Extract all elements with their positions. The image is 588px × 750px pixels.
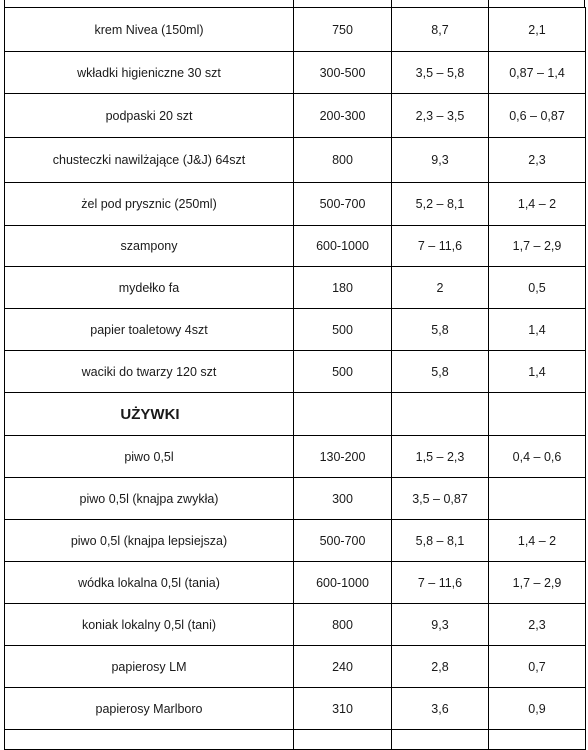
table-row (5, 52, 586, 94)
item-name-cell: piwo 0,5l (knajpa zwykła) (5, 478, 294, 520)
price-eur-cell (489, 478, 586, 520)
item-name-cell: szampony (5, 226, 294, 267)
price-pln-cell: 2 (392, 267, 489, 309)
table-row (5, 520, 586, 562)
price-local-cell: 800 (294, 138, 392, 183)
item-name-cell: papier toaletowy 4szt (5, 309, 294, 351)
price-pln-cell: 7 – 11,6 (392, 562, 489, 604)
price-eur-cell: 0,4 – 0,6 (489, 436, 586, 478)
empty-cell (392, 730, 489, 750)
table-row (5, 562, 586, 604)
price-local-cell: 500-700 (294, 520, 392, 562)
price-eur-cell: 0,6 – 0,87 (489, 94, 586, 138)
price-pln-cell: 2,3 – 3,5 (392, 94, 489, 138)
price-pln-cell: 3,6 (392, 688, 489, 730)
price-pln-cell: 5,8 (392, 309, 489, 351)
table-row (5, 436, 586, 478)
table-row (5, 688, 586, 730)
table-row (5, 94, 586, 138)
price-table-body (5, 8, 586, 750)
price-eur-cell: 1,7 – 2,9 (489, 562, 586, 604)
item-name-cell: papierosy Marlboro (5, 688, 294, 730)
price-pln-cell: 5,8 (392, 351, 489, 393)
price-table (4, 7, 586, 750)
column-divider (584, 0, 585, 7)
price-local-cell: 500 (294, 309, 392, 351)
empty-cell (392, 393, 489, 436)
price-eur-cell: 2,3 (489, 138, 586, 183)
price-eur-cell: 1,4 (489, 309, 586, 351)
price-local-cell: 500 (294, 351, 392, 393)
price-eur-cell: 2,1 (489, 8, 586, 52)
price-pln-cell: 7 – 11,6 (392, 226, 489, 267)
item-name-cell: papierosy LM (5, 646, 294, 688)
price-eur-cell: 1,4 – 2 (489, 520, 586, 562)
empty-cell (489, 393, 586, 436)
price-pln-cell: 5,8 – 8,1 (392, 520, 489, 562)
item-name-cell: piwo 0,5l (knajpa lepsiejsza) (5, 520, 294, 562)
price-pln-cell: 2,8 (392, 646, 489, 688)
empty-cell (489, 730, 586, 750)
item-name-cell: waciki do twarzy 120 szt (5, 351, 294, 393)
price-eur-cell: 1,4 (489, 351, 586, 393)
section-header-row (5, 393, 586, 436)
table-row (5, 309, 586, 351)
table-row (5, 604, 586, 646)
item-name-cell: mydełko fa (5, 267, 294, 309)
price-local-cell: 600-1000 (294, 562, 392, 604)
empty-cell (294, 730, 392, 750)
table-row (5, 351, 586, 393)
table-row-partial (5, 730, 586, 750)
price-eur-cell: 1,4 – 2 (489, 183, 586, 226)
price-local-cell: 500-700 (294, 183, 392, 226)
item-name-cell: piwo 0,5l (5, 436, 294, 478)
column-divider (293, 0, 294, 7)
price-local-cell: 800 (294, 604, 392, 646)
price-local-cell: 310 (294, 688, 392, 730)
price-eur-cell: 0,7 (489, 646, 586, 688)
price-local-cell: 300-500 (294, 52, 392, 94)
price-eur-cell: 0,87 – 1,4 (489, 52, 586, 94)
price-local-cell: 750 (294, 8, 392, 52)
section-title: UŻYWKI (5, 393, 294, 436)
price-local-cell: 200-300 (294, 94, 392, 138)
item-name-cell: koniak lokalny 0,5l (tani) (5, 604, 294, 646)
table-row (5, 138, 586, 183)
price-local-cell: 180 (294, 267, 392, 309)
item-name-cell: żel pod prysznic (250ml) (5, 183, 294, 226)
price-pln-cell: 5,2 – 8,1 (392, 183, 489, 226)
item-name-cell: krem Nivea (150ml) (5, 8, 294, 52)
price-eur-cell: 0,5 (489, 267, 586, 309)
price-eur-cell: 0,9 (489, 688, 586, 730)
price-eur-cell: 1,7 – 2,9 (489, 226, 586, 267)
price-local-cell: 130-200 (294, 436, 392, 478)
price-pln-cell: 3,5 – 5,8 (392, 52, 489, 94)
price-pln-cell: 8,7 (392, 8, 489, 52)
price-pln-cell: 9,3 (392, 138, 489, 183)
price-local-cell: 600-1000 (294, 226, 392, 267)
table-row (5, 183, 586, 226)
table-row (5, 8, 586, 52)
table-row (5, 226, 586, 267)
table-row (5, 267, 586, 309)
price-pln-cell: 9,3 (392, 604, 489, 646)
price-local-cell: 300 (294, 478, 392, 520)
column-divider (391, 0, 392, 7)
empty-cell (294, 393, 392, 436)
price-pln-cell: 3,5 – 0,87 (392, 478, 489, 520)
table-row (5, 646, 586, 688)
item-name-cell: chusteczki nawilżające (J&J) 64szt (5, 138, 294, 183)
table-row (5, 478, 586, 520)
column-divider (488, 0, 489, 7)
price-pln-cell: 1,5 – 2,3 (392, 436, 489, 478)
price-eur-cell: 2,3 (489, 604, 586, 646)
price-local-cell: 240 (294, 646, 392, 688)
column-divider (4, 0, 5, 7)
item-name-cell: podpaski 20 szt (5, 94, 294, 138)
item-name-cell: wkładki higieniczne 30 szt (5, 52, 294, 94)
empty-cell (5, 730, 294, 750)
item-name-cell: wódka lokalna 0,5l (tania) (5, 562, 294, 604)
